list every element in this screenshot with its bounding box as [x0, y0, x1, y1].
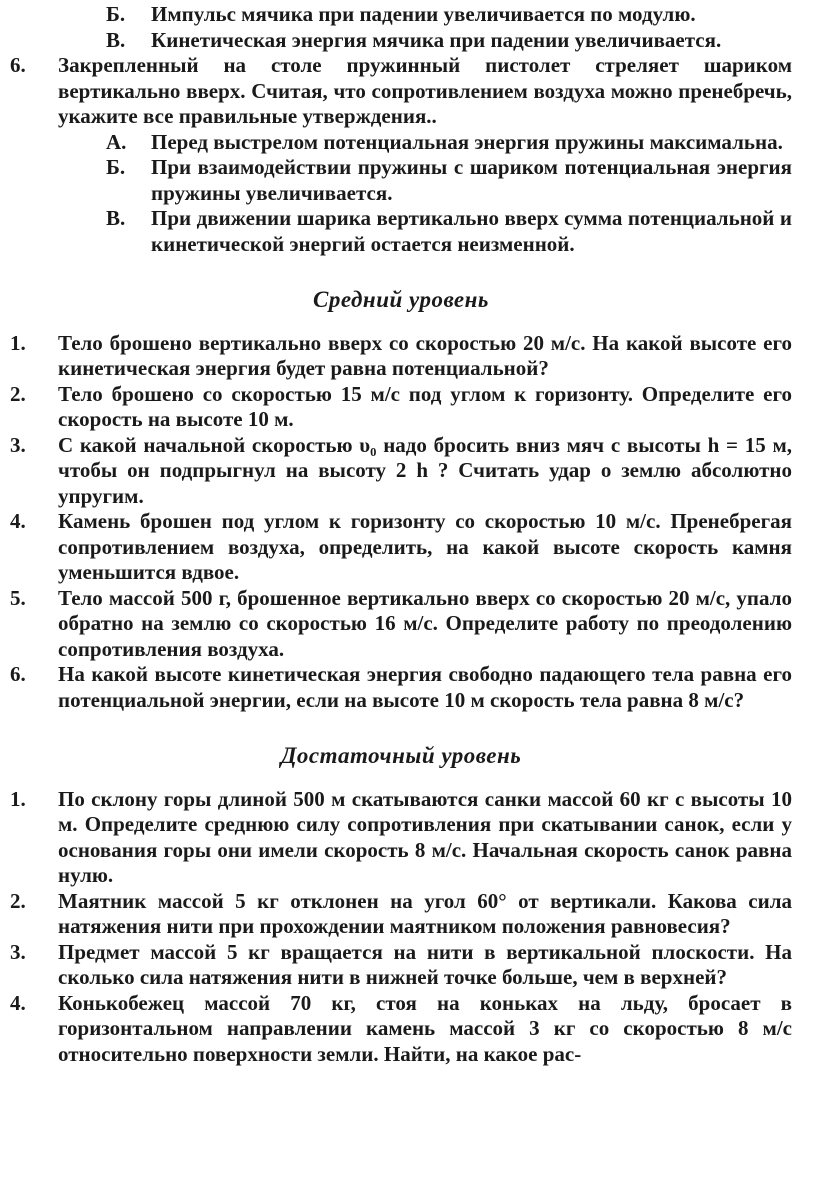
section-title-sufficient: Достаточный уровень: [280, 743, 522, 768]
question-number: 6.: [10, 662, 26, 686]
option-a: [106, 130, 792, 156]
middle-question-4: [10, 509, 792, 586]
question-number: 4.: [10, 509, 26, 533]
question-text: Предмет массой 5 кг вращается на нити в вертикальной плоскости. На сколько сила натяжения нити в нижней точке больше, чем в верхней?: [58, 939, 792, 989]
option-b-prev: [106, 2, 792, 28]
sufficient-question-1: [10, 787, 792, 889]
question-number: 1.: [10, 786, 26, 811]
option-letter: В.: [106, 27, 126, 52]
question-text: Маятник массой 5 кг отклонен на угол 60° от вертикали. Какова сила натяжения нити при прохождении маятником положения равновесия?: [58, 888, 792, 938]
option-letter: Б.: [106, 155, 126, 179]
option-v-prev: [106, 28, 792, 54]
question-text: На какой высоте кинетическая энергия свободно падающего тела равна его потенциальной энергии, если на высоте 10 м скорость тела равна 8 м/с?: [58, 662, 792, 712]
question-number: 4.: [10, 990, 26, 1015]
middle-question-3: [10, 433, 792, 510]
question-text: Тело массой 500 г, брошенное вертикально вверх со скоростью 20 м/с, упало обратно на землю со скоростью 16 м/с. Определите работу по преодолению сопротивления воздуха.: [58, 585, 792, 661]
middle-question-5: [10, 586, 792, 663]
middle-question-1: [10, 331, 792, 382]
middle-question-2: [10, 382, 792, 433]
option-text: Импульс мячика при падении увеличивается по модулю.: [151, 2, 696, 26]
question-number: 2.: [10, 381, 26, 406]
option-text: При взаимодействии пружины с шариком потенциальная энергия пружины увеличивается.: [151, 155, 792, 205]
question-text: По склону горы длиной 500 м скатываются санки массой 60 кг с высоты 10 м. Определите среднюю силу сопротивления при скатывании санок, если у основания горы они имели скорость 8 м/с. Начальная скорость санок равна нулю.: [58, 786, 792, 887]
question-text: Камень брошен под углом к горизонту со скоростью 10 м/с. Пренебрегая сопротивлением воздуха, определить, на какой высоте скорость камня уменьшится вдвое.: [58, 509, 792, 584]
middle-question-6: [10, 662, 792, 713]
sufficient-question-4: [10, 991, 792, 1068]
question-text: Конькобежец массой 70 кг, стоя на коньках на льду, бросает в горизонтальном направлении камень массой 3 кг со скоростью 8 м/с относительно поверхности земли. Найти, на какое рас-: [58, 990, 792, 1066]
option-letter: В.: [106, 206, 126, 230]
question-text: Закрепленный на столе пружинный пистолет стреляет шариком вертикально вверх. Считая, что сопротивлением воздуха можно пренебречь, укажите все правильные утверждения..: [58, 53, 792, 128]
question-number: 5.: [10, 585, 26, 610]
section-title-middle: Средний уровень: [313, 287, 489, 312]
question-text: Тело брошено вертикально вверх со скоростью 20 м/с. На какой высоте его кинетическая энергия будет равна потенциальной?: [58, 330, 792, 380]
option-b: [106, 155, 792, 206]
question-text: Тело брошено со скоростью 15 м/с под углом к горизонту. Определите его скорость на высоте 10 м.: [58, 381, 792, 431]
sufficient-question-2: [10, 889, 792, 940]
question-text: С какой начальной скоростью υ₀ надо бросить вниз мяч с высоты h = 15 м, чтобы он подпрыгнул на высоту 2 h ? Считать удар о землю абсолютно упругим.: [58, 432, 792, 508]
option-text: Перед выстрелом потенциальная энергия пружины максимальна.: [151, 129, 783, 154]
option-v: [106, 206, 792, 257]
question-number: 3.: [10, 939, 26, 964]
sufficient-question-3: [10, 940, 792, 991]
question-number: 1.: [10, 330, 26, 355]
option-letter: Б.: [106, 2, 126, 26]
question-number: 2.: [10, 888, 26, 913]
question-6: [10, 53, 792, 130]
question-number: 6.: [10, 53, 26, 77]
question-number: 3.: [10, 432, 26, 457]
option-letter: А.: [106, 129, 127, 154]
option-text: Кинетическая энергия мячика при падении увеличивается.: [151, 27, 722, 52]
option-text: При движении шарика вертикально вверх сумма потенциальной и кинетической энергий остается неизменной.: [151, 206, 792, 256]
